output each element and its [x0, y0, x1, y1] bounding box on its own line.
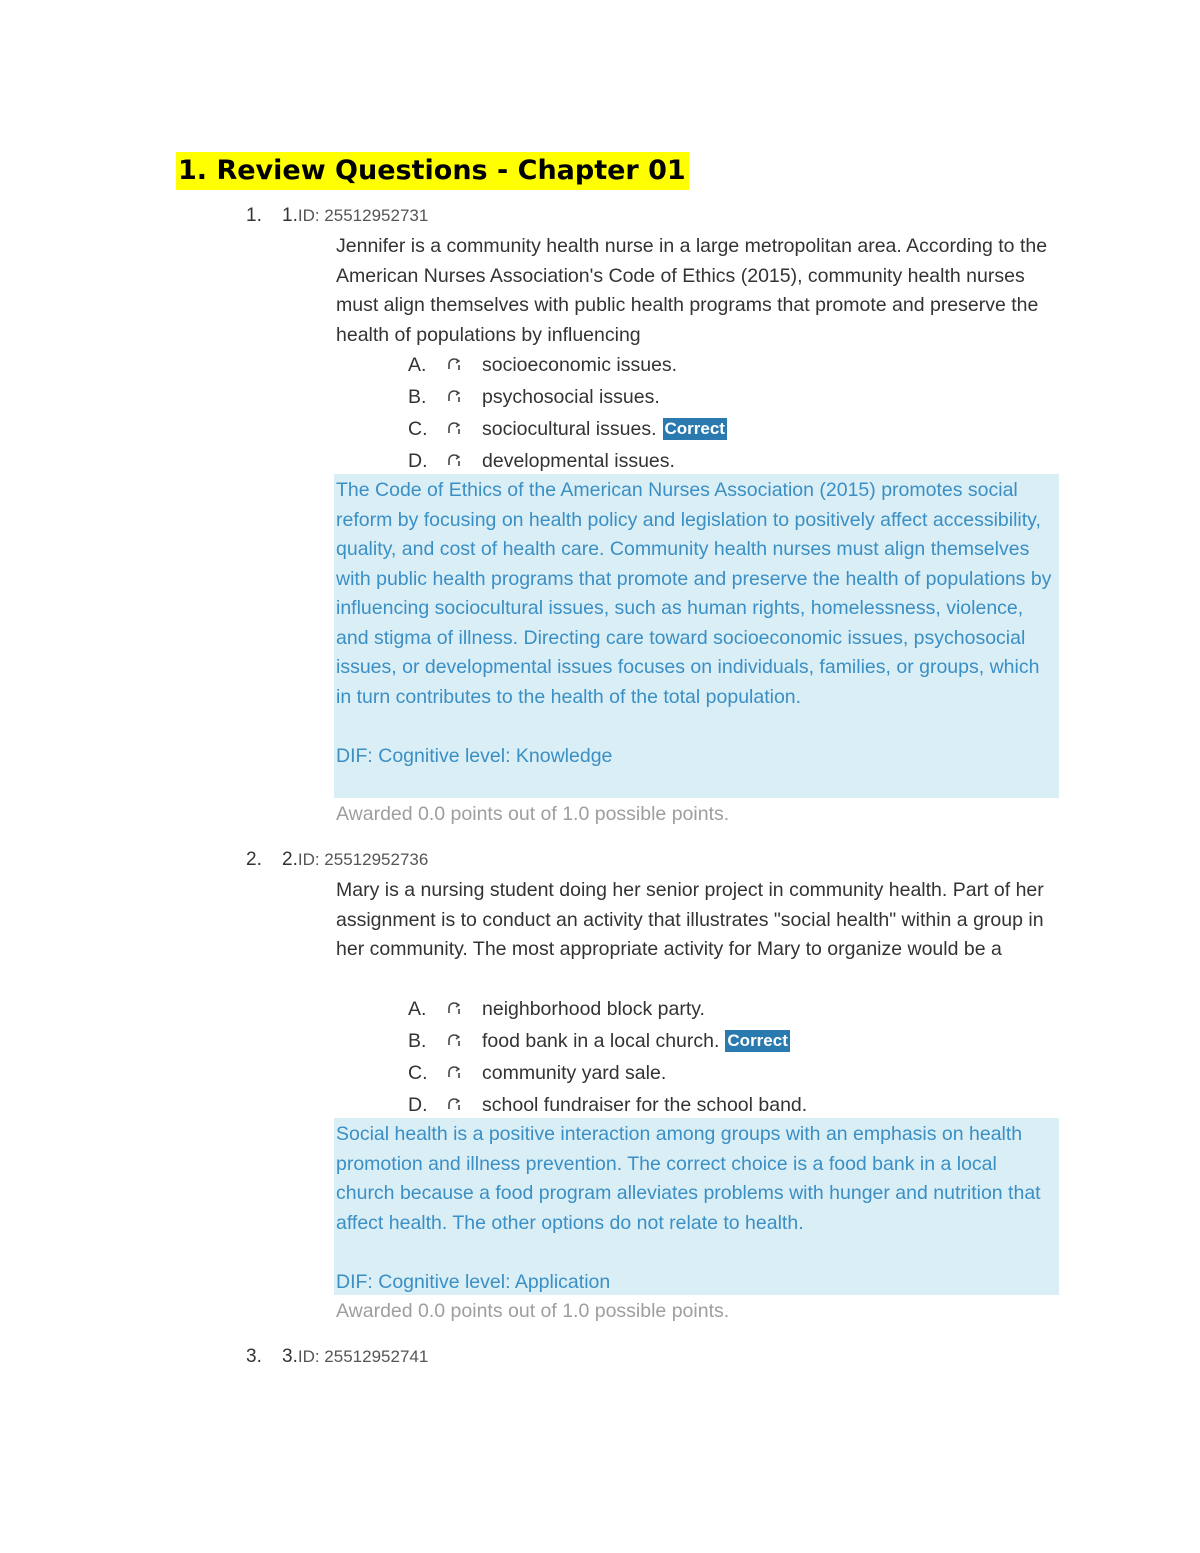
radio-icon[interactable]	[446, 997, 462, 1015]
answer-option-c[interactable]	[336, 413, 1066, 445]
question-id: ID: 25512952731	[297, 206, 429, 225]
question-stem: Jennifer is a community health nurse in a large metropolitan area. According to the American Nurses Association's Code of Ethics (2015), community health nurses must align themselves with public health programs that promote and preserve the health of populations by influencing	[336, 235, 1048, 346]
question-id-number: 3.	[282, 1346, 298, 1367]
radio-icon[interactable]	[446, 1061, 462, 1079]
question-id: ID: 25512952736	[297, 850, 429, 869]
option-label: food bank in a local church.	[482, 1030, 720, 1052]
correct-badge: Correct	[727, 1031, 788, 1050]
radio-icon[interactable]	[446, 1093, 462, 1111]
answer-option-b[interactable]	[336, 381, 1066, 413]
answer-option-d[interactable]	[336, 1089, 1066, 1121]
question-number: 3.	[246, 1346, 262, 1367]
answer-option-c[interactable]	[336, 1057, 1066, 1089]
question-stem: Mary is a nursing student doing her senior project in community health. Part of her assignment is to conduct an activity that illustrates "social health" within a group in her community. The most appropriate activity for Mary to organize would be a	[336, 879, 1044, 961]
option-letter: A.	[408, 998, 427, 1020]
option-label: sociocultural issues.	[482, 418, 657, 440]
option-text: school fundraiser for the school band.	[482, 1094, 808, 1116]
option-text: psychosocial issues.	[482, 386, 660, 408]
question-header	[246, 201, 428, 231]
radio-icon[interactable]	[446, 417, 462, 435]
radio-icon[interactable]	[446, 1029, 462, 1047]
rationale-box	[334, 1118, 1059, 1295]
option-letter: B.	[408, 1030, 427, 1052]
page-title: 1. Review Questions - Chapter 01	[176, 152, 689, 190]
difficulty-level: DIF: Cognitive level: Knowledge	[336, 744, 613, 767]
option-text	[482, 413, 727, 445]
option-text: neighborhood block party.	[482, 998, 705, 1020]
answer-option-b[interactable]	[336, 1025, 1066, 1057]
option-text: socioeconomic issues.	[482, 354, 678, 376]
option-text	[482, 1025, 790, 1057]
option-text: developmental issues.	[482, 450, 675, 472]
answer-option-a[interactable]	[336, 993, 1066, 1025]
option-letter: D.	[408, 450, 428, 472]
question-header	[246, 1342, 428, 1372]
question-header	[246, 845, 428, 875]
question-number: 2.	[246, 849, 262, 870]
radio-icon[interactable]	[446, 385, 462, 403]
question-id-number: 1.	[282, 205, 298, 226]
rationale-text: Social health is a positive interaction among groups with an emphasis on health promotion and illness prevention. The correct choice is a food bank in a local church because a food program alleviates problems with hunger and nutrition that affect health. The other options do not relate to health.	[336, 1123, 1041, 1234]
answer-options	[336, 993, 1066, 1121]
awarded-points: Awarded 0.0 points out of 1.0 possible points.	[336, 1300, 730, 1322]
answer-option-a[interactable]	[336, 349, 1066, 381]
question-id: ID: 25512952741	[297, 1347, 429, 1366]
radio-icon[interactable]	[446, 353, 462, 371]
difficulty-level: DIF: Cognitive level: Application	[336, 1270, 611, 1293]
answer-option-d[interactable]	[336, 445, 1066, 477]
correct-badge: Correct	[664, 419, 725, 438]
option-letter: B.	[408, 386, 427, 408]
option-letter: C.	[408, 1062, 428, 1084]
radio-icon[interactable]	[446, 449, 462, 467]
answer-options	[336, 349, 1066, 477]
rationale-text: The Code of Ethics of the American Nurses Association (2015) promotes social reform by focusing on health policy and legislation to positively affect accessibility, quality, and cost of health care. Community health nurses must align themselves with public health programs that promote and preserve the health of populations by influencing sociocultural issues, such as human rights, homelessness, violence, and stigma of illness. Directing care toward socioeconomic issues, psychosocial issues, or developmental issues focuses on individuals, families, or groups, which in turn contributes to the health of the total population.	[336, 479, 1052, 708]
rationale-box	[334, 474, 1059, 798]
option-letter: D.	[408, 1094, 428, 1116]
option-letter: C.	[408, 418, 428, 440]
awarded-points: Awarded 0.0 points out of 1.0 possible points.	[336, 803, 730, 825]
option-text: community yard sale.	[482, 1062, 667, 1084]
question-number: 1.	[246, 205, 262, 226]
option-letter: A.	[408, 354, 427, 376]
question-id-number: 2.	[282, 849, 298, 870]
